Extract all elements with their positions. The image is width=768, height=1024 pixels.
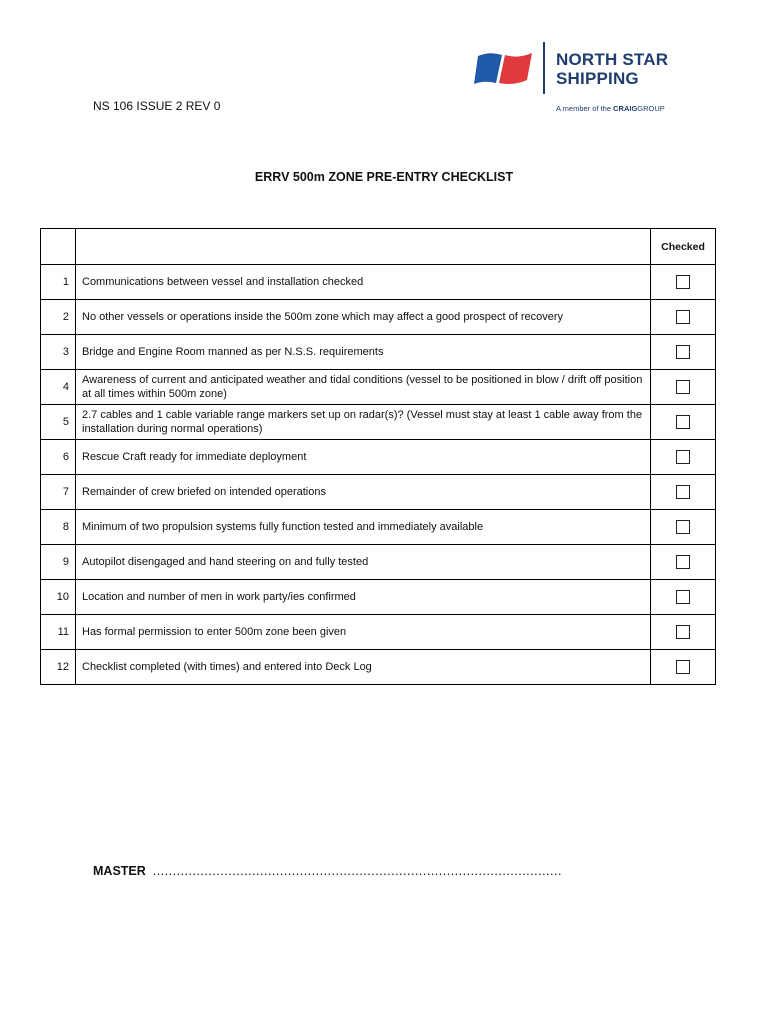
- checkbox[interactable]: [676, 450, 690, 464]
- tagline-suffix: GROUP: [637, 104, 665, 113]
- checkbox-cell: [651, 615, 716, 650]
- row-number: 11: [41, 615, 76, 650]
- row-number: 12: [41, 650, 76, 685]
- checklist-item-text: 2.7 cables and 1 cable variable range markers set up on radar(s)? (Vessel must stay at least 1 cable away from the installation during normal operations): [76, 405, 651, 440]
- company-logo: [470, 40, 690, 116]
- table-row: [41, 510, 716, 545]
- checklist-item-text: Remainder of crew briefed on intended operations: [76, 475, 651, 510]
- row-number: 3: [41, 335, 76, 370]
- page-title: ERRV 500m ZONE PRE-ENTRY CHECKLIST: [254, 170, 514, 184]
- table-row: [41, 615, 716, 650]
- signature-dotted-line[interactable]: .......................................................................................................: [152, 864, 562, 878]
- table-header-row: [41, 229, 716, 265]
- row-number: 8: [41, 510, 76, 545]
- checkbox-cell: [651, 510, 716, 545]
- row-number: 4: [41, 370, 76, 405]
- row-number: 6: [41, 440, 76, 475]
- logo-line-2: SHIPPING: [556, 69, 639, 88]
- checklist-item-text: Autopilot disengaged and hand steering on and fully tested: [76, 545, 651, 580]
- table-row: [41, 545, 716, 580]
- row-number: 10: [41, 580, 76, 615]
- checkbox-cell: [651, 265, 716, 300]
- checkbox[interactable]: [676, 625, 690, 639]
- table-row: [41, 580, 716, 615]
- logo-wordmark: [556, 50, 668, 88]
- table-row: [41, 440, 716, 475]
- checkbox[interactable]: [676, 555, 690, 569]
- checkbox[interactable]: [676, 590, 690, 604]
- tagline-brand: CRAIG: [613, 104, 638, 113]
- tagline-prefix: A member of the: [556, 104, 612, 113]
- checkbox[interactable]: [676, 345, 690, 359]
- checkbox[interactable]: [676, 310, 690, 324]
- checkbox-cell: [651, 300, 716, 335]
- row-number: 2: [41, 300, 76, 335]
- checked-column-header: Checked: [651, 229, 716, 265]
- checklist-item-text: Checklist completed (with times) and entered into Deck Log: [76, 650, 651, 685]
- master-label: MASTER: [93, 864, 146, 878]
- master-signature-line: [93, 864, 562, 878]
- table-row: [41, 300, 716, 335]
- checklist-item-text: Has formal permission to enter 500m zone been given: [76, 615, 651, 650]
- logo-line-1: NORTH STAR: [556, 50, 669, 69]
- checklist-item-text: Communications between vessel and installation checked: [76, 265, 651, 300]
- checkbox[interactable]: [676, 660, 690, 674]
- row-number: 7: [41, 475, 76, 510]
- header-item-cell: [76, 229, 651, 265]
- logo-divider: [543, 42, 545, 94]
- checkbox[interactable]: [676, 415, 690, 429]
- row-number: 9: [41, 545, 76, 580]
- checkbox[interactable]: [676, 275, 690, 289]
- checkbox-cell: [651, 580, 716, 615]
- row-number: 5: [41, 405, 76, 440]
- checklist-item-text: No other vessels or operations inside the 500m zone which may affect a good prospect of recovery: [76, 300, 651, 335]
- table-row: [41, 265, 716, 300]
- checkbox-cell: [651, 335, 716, 370]
- table-row: [41, 475, 716, 510]
- checklist-item-text: Minimum of two propulsion systems fully function tested and immediately available: [76, 510, 651, 545]
- header-num-cell: [41, 229, 76, 265]
- checklist-item-text: Awareness of current and anticipated weather and tidal conditions (vessel to be positioned in blow / drift off position at all times within 500m zone): [76, 370, 651, 405]
- checkbox-cell: [651, 370, 716, 405]
- checklist-table: [40, 228, 716, 685]
- logo-tagline: [556, 104, 665, 113]
- checklist-item-text: Location and number of men in work party/ies confirmed: [76, 580, 651, 615]
- checkbox[interactable]: [676, 485, 690, 499]
- checkbox-cell: [651, 545, 716, 580]
- checklist-item-text: Rescue Craft ready for immediate deployment: [76, 440, 651, 475]
- table-row: [41, 370, 716, 405]
- checkbox[interactable]: [676, 380, 690, 394]
- row-number: 1: [41, 265, 76, 300]
- table-row: [41, 405, 716, 440]
- checkbox[interactable]: [676, 520, 690, 534]
- document-reference: NS 106 ISSUE 2 REV 0: [93, 99, 221, 113]
- flag-logo-icon: [472, 50, 536, 86]
- checkbox-cell: [651, 650, 716, 685]
- checklist-item-text: Bridge and Engine Room manned as per N.S.S. requirements: [76, 335, 651, 370]
- table-row: [41, 335, 716, 370]
- checkbox-cell: [651, 475, 716, 510]
- checkbox-cell: [651, 440, 716, 475]
- checkbox-cell: [651, 405, 716, 440]
- table-row: [41, 650, 716, 685]
